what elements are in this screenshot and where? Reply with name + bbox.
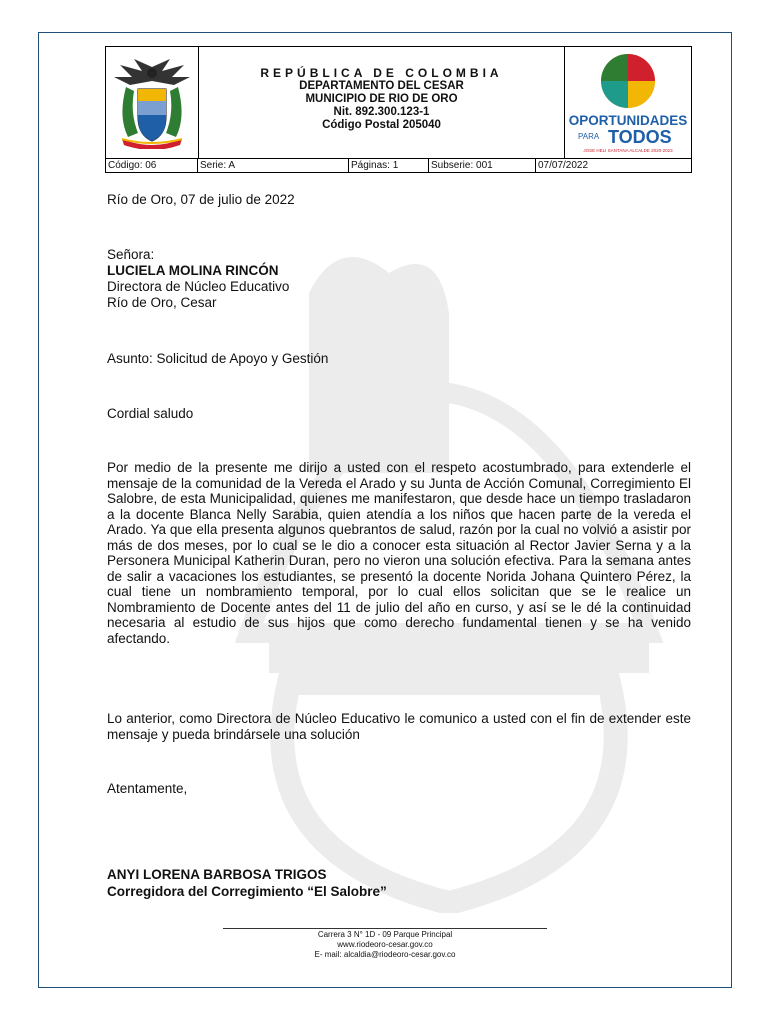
- campaign-logo: [565, 47, 691, 158]
- footer-email: E- mail: alcaldia@riodeoro-cesar.gov.co: [314, 950, 456, 959]
- republic-title: REPÚBLICA DE COLOMBIA: [260, 66, 503, 80]
- paginas-cell: Páginas: 1: [349, 159, 429, 172]
- recipient-name: LUCIELA MOLINA RINCÓN: [107, 263, 279, 278]
- signer-role: Corregidora del Corregimiento “El Salobre”: [107, 884, 387, 899]
- slogan-todos: TODOS: [608, 126, 672, 147]
- serie-cell: Serie: A: [198, 159, 349, 172]
- slogan-small: JOSE HELI SANTANA ALCALDE 2020-2023: [583, 147, 673, 153]
- footer-web: www.riodeoro-cesar.gov.co: [337, 940, 433, 949]
- slogan-para: PARA: [578, 131, 600, 141]
- recipient-place: Río de Oro, Cesar: [107, 295, 217, 310]
- municipality-line: MUNICIPIO DE RIO DE ORO: [305, 93, 458, 105]
- greeting: Cordial saludo: [107, 406, 194, 421]
- coat-of-arms-logo: [106, 47, 199, 158]
- letter-page: [38, 32, 732, 988]
- nit-line: Nit. 892.300.123-1: [333, 106, 430, 118]
- department-line: DEPARTAMENTO DEL CESAR: [299, 80, 464, 92]
- body-paragraph-2: Lo anterior, como Directora de Núcleo Educativo le comunico a usted con el fin de extender este mensaje y pueda brindársele una solución: [107, 711, 691, 742]
- date-cell: 07/07/2022: [538, 160, 589, 171]
- subserie-cell: Subserie: 001: [429, 159, 536, 172]
- closing: Atentamente,: [107, 781, 188, 796]
- header-institution: [199, 47, 565, 158]
- footer: [223, 930, 547, 960]
- header-table: [105, 46, 692, 173]
- header-meta-row: [106, 159, 691, 172]
- footer-divider: [223, 928, 547, 929]
- codigo-cell: Código: 06: [106, 159, 198, 172]
- postal-line: Código Postal 205040: [322, 119, 441, 131]
- signer-name: ANYI LORENA BARBOSA TRIGOS: [107, 867, 327, 882]
- recipient-role: Directora de Núcleo Educativo: [107, 279, 290, 294]
- place-date: Río de Oro, 07 de julio de 2022: [107, 192, 295, 207]
- body-paragraph-1: Por medio de la presente me dirijo a usted con el respeto acostumbrado, para extenderle el mensaje de la comunidad de la Vereda el Arado y su Junta de Acción Comunal, Corregimiento El Salobre, de esta Municipalidad, quienes me manifestaron, que desde hace un tiempo trasladaron a la docente Blanca Nelly Sarabia, quien atendía a los niños que hacen parte de la vereda el Arado. Ya que ella presenta algunos quebrantos de salud, razón por la cual no volvió a asistir por más de dos meses, por lo cual se le dio a conocer esta situación al Rector Javier Serna y a la Personera Municipal Katherin Duran, pero no vieron una solución efectiva. Para la semana antes de salir a vacaciones los estudiantes, se presentó la docente Norida Johana Quintero Pérez, la cual tiene un nombramiento temporal, por lo cual ellos solicitan que se le realice un Nombramiento de Docente antes del 11 de julio del año en curso, y así se le dé la continuidad necesaria al estudio de sus hijos que como derecho fundamental tienen y se ha venido afectando.: [107, 460, 691, 646]
- salutation-title: Señora:: [107, 247, 155, 262]
- footer-address: Carrera 3 N° 1D - 09 Parque Principal: [317, 930, 453, 939]
- subject-line: Asunto: Solicitud de Apoyo y Gestión: [107, 351, 329, 366]
- slogan-line1: OPORTUNIDADES: [568, 112, 688, 128]
